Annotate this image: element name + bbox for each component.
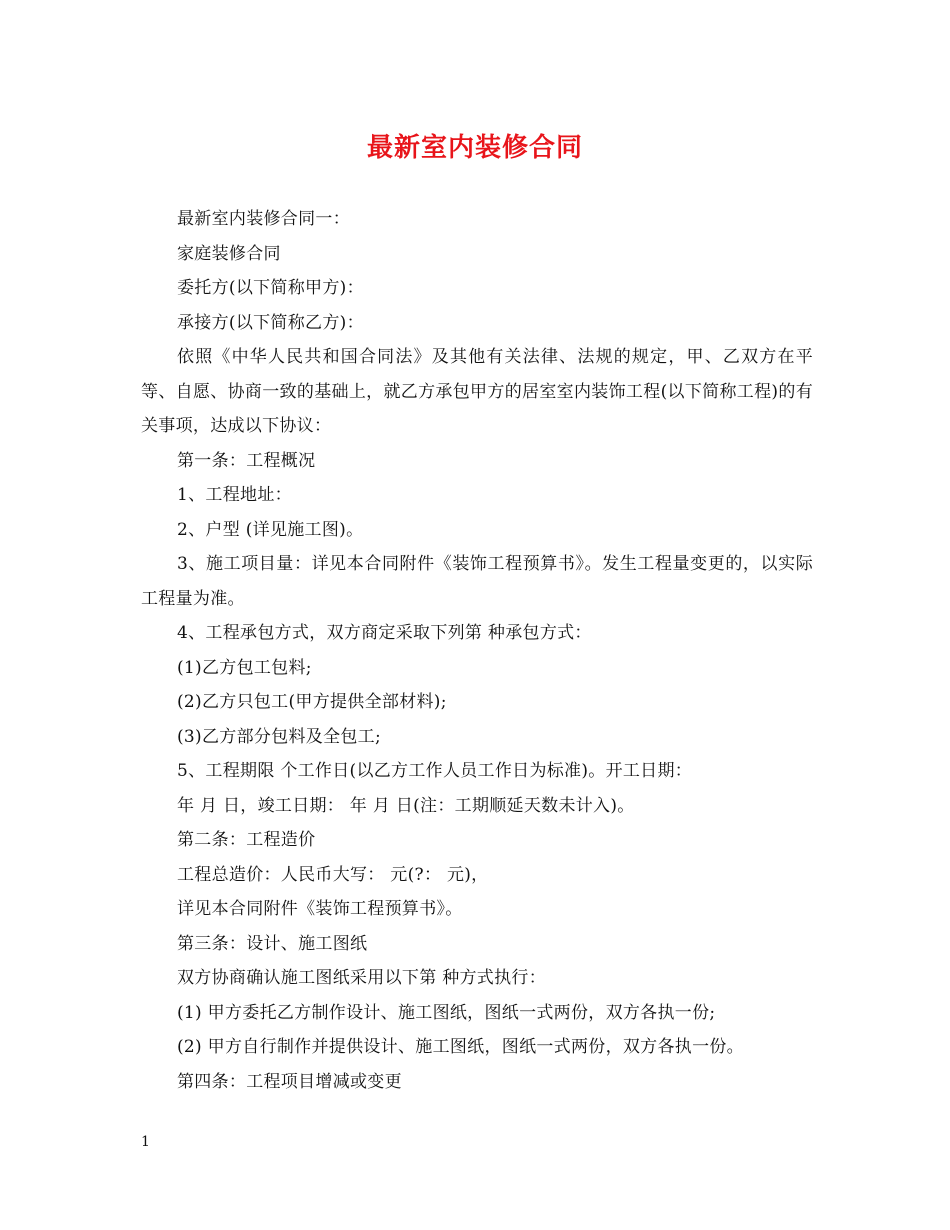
document-body: [141, 202, 813, 1099]
paragraph: (1)乙方包工包料;: [177, 657, 312, 678]
paragraph: 工程总造价：人民币大写： 元(?： 元)，: [177, 864, 489, 885]
paragraph: (2) 甲方自行制作并提供设计、施工图纸，图纸一式两份，双方各执一份。: [177, 1037, 744, 1057]
paragraph: 3、施工项目量：详见本合同附件《装饰工程预算书》。发生工程量变更的，以实际工程量为准。: [141, 554, 813, 609]
paragraph: (2)乙方只包工(甲方提供全部材料);: [177, 692, 447, 712]
paragraph: 承接方(以下简称乙方)：: [177, 312, 364, 333]
paragraph: 家庭装修合同: [177, 243, 281, 264]
section-heading: 第二条：工程造价: [177, 830, 316, 850]
paragraph: 依照《中华人民共和国合同法》及其他有关法律、法规的规定，甲、乙双方在平等、自愿、协商一致的基础上，就乙方承包甲方的居室室内装饰工程(以下简称工程)的有关事项，达成以下协议：: [141, 347, 813, 436]
paragraph: 2、户型 (详见施工图)。: [177, 519, 364, 540]
paragraph: 双方协商确认施工图纸采用以下第 种方式执行：: [177, 968, 547, 988]
paragraph: 年 月 日，竣工日期： 年 月 日(注：工期顺延天数未计入)。: [177, 795, 635, 816]
section-heading: 第三条：设计、施工图纸: [177, 933, 368, 954]
paragraph: (1) 甲方委托乙方制作设计、施工图纸，图纸一式两份，双方各执一份;: [177, 1002, 716, 1023]
paragraph: (3)乙方部分包料及全包工;: [177, 726, 382, 747]
section-heading: 第一条：工程概况: [177, 450, 316, 471]
paragraph: 1、工程地址：: [177, 485, 292, 505]
page-number: 1: [141, 1134, 150, 1150]
document-title: 最新室内装修合同: [366, 133, 583, 163]
paragraph: 详见本合同附件《装饰工程预算书》。: [177, 899, 463, 919]
section-heading: 第四条：工程项目增减或变更: [177, 1071, 402, 1092]
paragraph: 4、工程承包方式，双方商定采取下列第 种承包方式：: [177, 623, 592, 643]
paragraph: 最新室内装修合同一：: [177, 209, 350, 229]
paragraph: 委托方(以下简称甲方)：: [177, 278, 364, 298]
paragraph: 5、工程期限 个工作日(以乙方工作人员工作日为标准)。开工日期：: [177, 761, 693, 781]
